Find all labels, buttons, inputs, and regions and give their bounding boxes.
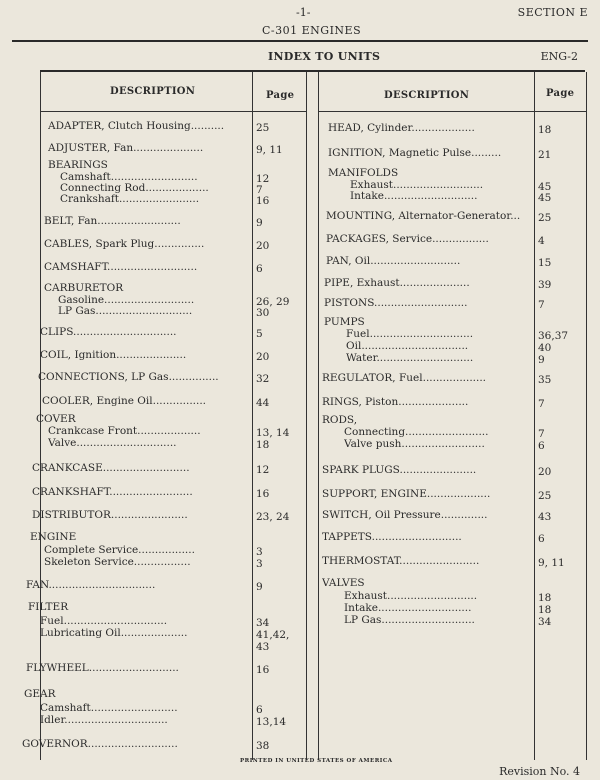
right-entry: RODS, bbox=[322, 415, 358, 426]
left-entry: CLIPS............................... bbox=[40, 327, 177, 338]
left-page-ref: 6 bbox=[256, 263, 263, 275]
left-entry: FLYWHEEL........................... bbox=[26, 663, 179, 674]
left-page-ref: 20 bbox=[256, 351, 270, 363]
right-entry: Intake............................ bbox=[350, 191, 478, 202]
left-page-ref: 41,42, bbox=[256, 629, 290, 641]
left-entry: Gasoline........................... bbox=[58, 295, 195, 306]
section-label: SECTION E bbox=[517, 6, 588, 19]
left-entry: ADAPTER, Clutch Housing.......... bbox=[48, 121, 225, 132]
center-divider-a bbox=[306, 72, 307, 760]
printed-note: PRINTED IN UNITED STATES OF AMERICA bbox=[240, 758, 393, 764]
right-header-rule bbox=[318, 111, 586, 112]
right-entry: Connecting......................... bbox=[344, 427, 489, 438]
left-page-divider bbox=[252, 72, 253, 760]
right-page-ref: 4 bbox=[538, 235, 545, 247]
left-page-ref: 7 bbox=[256, 184, 263, 196]
left-entry: CARBURETOR bbox=[44, 283, 124, 294]
right-entry: SPARK PLUGS....................... bbox=[322, 465, 477, 476]
left-page-ref: 9, 11 bbox=[256, 144, 283, 156]
left-entry: Skeleton Service................. bbox=[44, 557, 191, 568]
right-entry: Exhaust........................... bbox=[350, 180, 484, 191]
right-page-ref: 18 bbox=[538, 604, 552, 616]
engine-title: C-301 ENGINES bbox=[262, 24, 362, 37]
left-page-ref: 38 bbox=[256, 740, 270, 752]
right-entry: Exhaust........................... bbox=[344, 591, 478, 602]
left-page-ref: 16 bbox=[256, 195, 270, 207]
right-page-ref: 18 bbox=[538, 124, 552, 136]
right-page-ref: 43 bbox=[538, 511, 552, 523]
left-page-ref: 5 bbox=[256, 328, 263, 340]
left-entry: CRANKSHAFT......................... bbox=[32, 487, 193, 498]
left-page-ref: 16 bbox=[256, 488, 270, 500]
left-entry: Crankcase Front................... bbox=[48, 426, 201, 437]
right-entry: Intake............................ bbox=[344, 603, 472, 614]
left-entry: DISTRIBUTOR....................... bbox=[32, 510, 188, 521]
left-entry: Idler............................... bbox=[40, 715, 168, 726]
left-page-ref: 12 bbox=[256, 464, 270, 476]
left-entry: FAN................................ bbox=[26, 580, 156, 591]
left-entry: CONNECTIONS, LP Gas............... bbox=[38, 372, 219, 383]
top-rule bbox=[12, 40, 588, 42]
right-entry: RINGS, Piston..................... bbox=[322, 397, 469, 408]
right-page-ref: 35 bbox=[538, 374, 552, 386]
left-entry: Valve.............................. bbox=[48, 438, 177, 449]
right-description-header: DESCRIPTION bbox=[384, 90, 470, 101]
right-entry: PACKAGES, Service................. bbox=[326, 234, 489, 245]
index-rule bbox=[40, 70, 585, 72]
right-page-ref: 15 bbox=[538, 257, 552, 269]
left-page-ref: 26, 29 bbox=[256, 296, 290, 308]
right-page-ref: 45 bbox=[538, 192, 552, 204]
right-page-ref: 36,37 bbox=[538, 330, 569, 342]
left-page-ref: 20 bbox=[256, 240, 270, 252]
right-page-ref: 20 bbox=[538, 466, 552, 478]
left-entry: CABLES, Spark Plug............... bbox=[44, 239, 205, 250]
right-page-ref: 34 bbox=[538, 616, 552, 628]
left-entry: Crankshaft........................ bbox=[60, 194, 200, 205]
left-page-ref: 34 bbox=[256, 617, 270, 629]
right-page-header: Page bbox=[546, 88, 575, 99]
left-entry: Connecting Rod................... bbox=[60, 183, 209, 194]
right-entry: REGULATOR, Fuel................... bbox=[322, 373, 487, 384]
right-page-ref: 45 bbox=[538, 181, 552, 193]
right-entry: Water............................. bbox=[346, 353, 474, 364]
left-entry: BEARINGS bbox=[48, 160, 108, 171]
left-page-ref: 3 bbox=[256, 558, 263, 570]
left-entry: FILTER bbox=[28, 602, 69, 613]
left-page-ref: 30 bbox=[256, 307, 270, 319]
right-entry: THERMOSTAT........................ bbox=[322, 556, 480, 567]
right-entry: PAN, Oil........................... bbox=[326, 256, 461, 267]
left-header-rule bbox=[40, 111, 306, 112]
right-page-ref: 39 bbox=[538, 279, 552, 291]
right-entry: PIPE, Exhaust..................... bbox=[324, 278, 470, 289]
right-page-ref: 6 bbox=[538, 533, 545, 545]
right-page-ref: 18 bbox=[538, 592, 552, 604]
right-entry: PISTONS............................ bbox=[324, 298, 468, 309]
right-border bbox=[586, 72, 587, 760]
left-page-ref: 23, 24 bbox=[256, 511, 290, 523]
left-entry: COOLER, Engine Oil................ bbox=[42, 396, 207, 407]
left-page-ref: 6 bbox=[256, 704, 263, 716]
right-entry: Oil................................ bbox=[346, 341, 469, 352]
right-entry: HEAD, Cylinder................... bbox=[328, 123, 475, 134]
left-entry: LP Gas............................. bbox=[58, 306, 193, 317]
left-entry: ADJUSTER, Fan..................... bbox=[48, 143, 204, 154]
left-entry: Lubricating Oil.................... bbox=[40, 628, 188, 639]
right-page-ref: 7 bbox=[538, 428, 545, 440]
left-entry: Complete Service................. bbox=[44, 545, 195, 556]
left-entry: Camshaft.......................... bbox=[60, 172, 198, 183]
right-entry: MOUNTING, Alternator-Generator... bbox=[326, 211, 521, 222]
right-entry: VALVES bbox=[322, 578, 365, 589]
right-page-divider bbox=[534, 72, 535, 760]
right-page-ref: 25 bbox=[538, 212, 552, 224]
left-page-ref: 9 bbox=[256, 581, 263, 593]
right-page-ref: 6 bbox=[538, 440, 545, 452]
left-page-ref: 12 bbox=[256, 173, 270, 185]
right-page-ref: 21 bbox=[538, 149, 552, 161]
revision-label: Revision No. 4 bbox=[499, 765, 580, 778]
left-entry: GEAR bbox=[24, 689, 56, 700]
left-entry: CAMSHAFT........................... bbox=[44, 262, 198, 273]
left-entry: CRANKCASE.......................... bbox=[32, 463, 190, 474]
eng-code: ENG-2 bbox=[540, 50, 578, 63]
left-page-ref: 16 bbox=[256, 664, 270, 676]
left-page-header: Page bbox=[266, 90, 295, 101]
left-page-ref: 18 bbox=[256, 439, 270, 451]
right-entry: LP Gas............................ bbox=[344, 615, 475, 626]
left-page-ref: 43 bbox=[256, 641, 270, 653]
right-page-ref: 7 bbox=[538, 299, 545, 311]
center-divider-b bbox=[318, 72, 319, 760]
right-page-ref: 9, 11 bbox=[538, 557, 565, 569]
left-entry: GOVERNOR........................... bbox=[22, 739, 178, 750]
left-page-ref: 3 bbox=[256, 546, 263, 558]
right-entry: TAPPETS........................... bbox=[322, 532, 462, 543]
right-page-ref: 9 bbox=[538, 354, 545, 366]
right-entry: SUPPORT, ENGINE................... bbox=[322, 489, 491, 500]
left-page-ref: 9 bbox=[256, 217, 263, 229]
right-entry: SWITCH, Oil Pressure.............. bbox=[322, 510, 488, 521]
right-page-ref: 7 bbox=[538, 398, 545, 410]
right-entry: PUMPS bbox=[324, 317, 365, 328]
left-entry: Camshaft.......................... bbox=[40, 703, 178, 714]
right-entry: IGNITION, Magnetic Pulse......... bbox=[328, 148, 502, 159]
right-page-ref: 40 bbox=[538, 342, 552, 354]
left-entry: COIL, Ignition..................... bbox=[40, 350, 187, 361]
left-entry: COVER bbox=[36, 414, 76, 425]
right-page-ref: 25 bbox=[538, 490, 552, 502]
left-entry: Fuel............................... bbox=[40, 616, 168, 627]
right-entry: Valve push......................... bbox=[344, 439, 485, 450]
index-title: INDEX TO UNITS bbox=[268, 50, 381, 63]
right-entry: MANIFOLDS bbox=[328, 168, 399, 179]
left-page-ref: 44 bbox=[256, 397, 270, 409]
left-entry: ENGINE bbox=[30, 532, 77, 543]
left-page-ref: 13, 14 bbox=[256, 427, 290, 439]
left-description-header: DESCRIPTION bbox=[110, 86, 196, 97]
left-page-ref: 13,14 bbox=[256, 716, 287, 728]
right-entry: Fuel............................... bbox=[346, 329, 474, 340]
left-entry: BELT, Fan......................... bbox=[44, 216, 181, 227]
left-page-ref: 32 bbox=[256, 373, 270, 385]
page-number: -1- bbox=[296, 6, 311, 19]
left-page-ref: 25 bbox=[256, 122, 270, 134]
